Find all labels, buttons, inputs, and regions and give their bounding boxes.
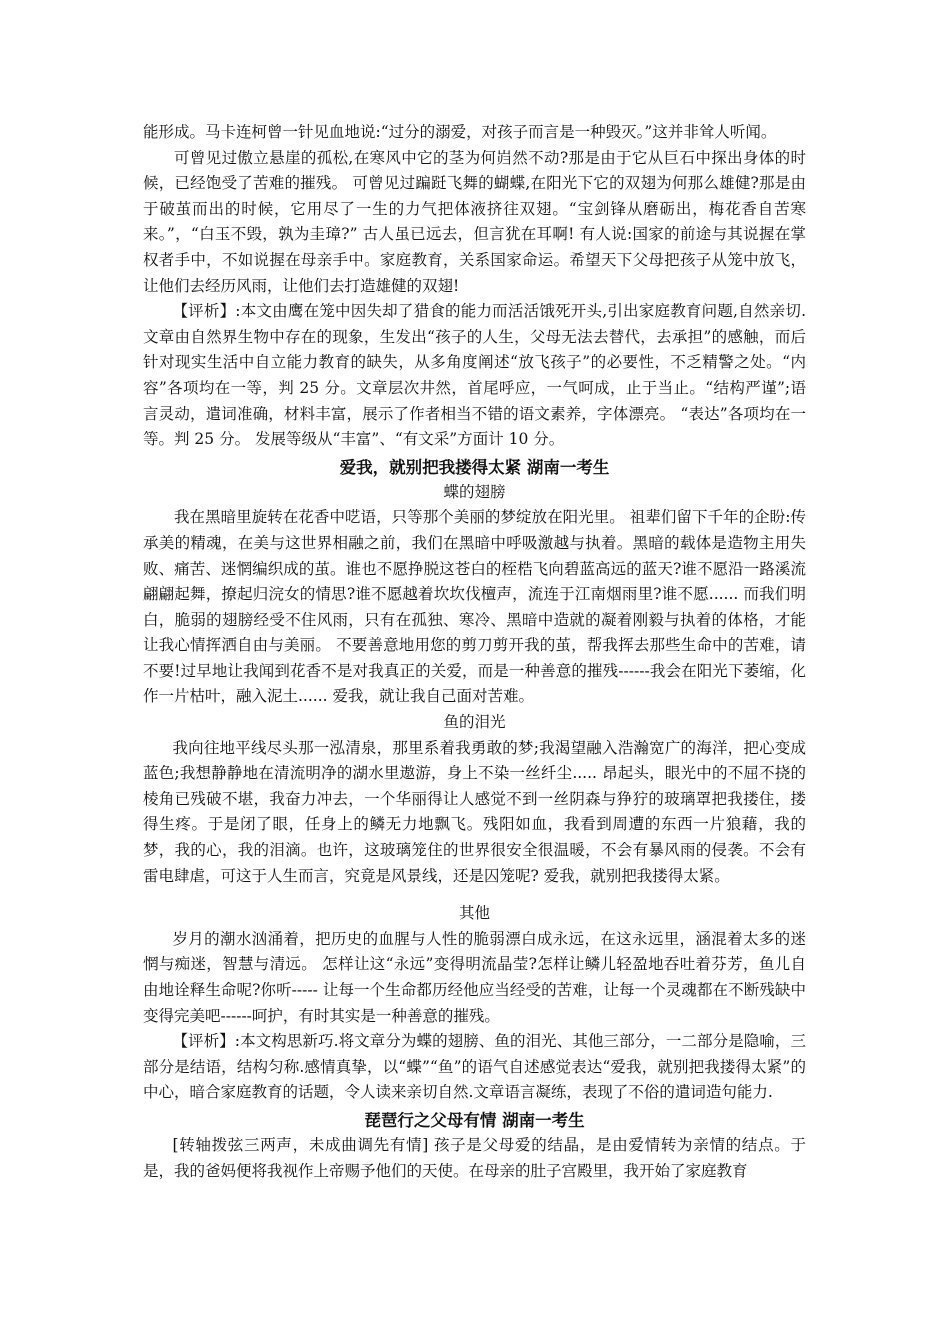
paragraph-fish: 我向往地平线尽头那一泓清泉，那里系着我勇敢的梦;我渴望融入浩瀚宽广的海洋，把心变成蓝色;我想静静地在清流明净的湖水里遨游，身上不染一丝纤尘..... 昂起头，眼光中的不屈不挠的棱角已残破不堪，我奋力冲去，一个华丽得让人感觉不到一丝阴森与狰狞的玻璃罩把我搂住，搂得生疼。于是闭了眼，任身上的鳞无力地飘飞。残阳如血，我看到周遭的东西一片狼藉，我的梦，我的心，我的泪滴。也许，这玻璃笼住的世界很安全很温暖，不会有暴风雨的侵袭。不会有雷电肆虐，可这于人生而言，究竟是风景线，还是囚笼呢? 爱我，就别把我搂得太紧。 [143, 738, 806, 885]
document-body [143, 120, 806, 1184]
paragraph-review-2: 【评析】:本文构思新巧.将文章分为蝶的翅膀、鱼的泪光、其他三部分，一二部分是隐喻，三部分是结语，结构匀称.感情真挚，以“蝶”“鱼”的语气自述感觉表达“爱我，就别把我搂得太紧”的中心，暗合家庭教育的话题，令人读来亲切自然.文章语言凝练，表现了不俗的遣词造句能力. [143, 1032, 806, 1102]
spacer [143, 889, 806, 901]
essay-title-3: 琵琶行之父母有情 湖南一考生 [364, 1110, 585, 1130]
paragraph-other: 岁月的潮水汹涌着，把历史的血腥与人性的脆弱漂白成永远，在这永远里，涵混着太多的迷惘与痴迷，智慧与清远。 怎样让这“永远”变得明流晶莹?怎样让鳞儿轻盈地吞吐着芬芳，鱼儿自由地诠释生命呢?你听----- 让每一个生命都历经他应当经受的苦难，让每一个灵魂都在不断残缺中变得完美吧------呵护，有时其实是一种善意的摧残。 [143, 929, 806, 1025]
paragraph-review-1: 【评析】:本文由鹰在笼中因失却了猎食的能力而活活饿死开头,引出家庭教育问题,自然亲切.文章由自然界生物中存在的现象，生发出“孩子的人生，父母无法去替代，去承担”的感触，而后针对现实生活中自立能力教育的缺失，从多角度阐述“放飞孩子”的必要性，不乏精警之处。“内容”各项均在一等，判 25 分。文章层次井然，首尾呼应，一气呵成，止于当止。“结构严谨”;语言灵动，遣词准确，材料丰富，展示了作者相当不错的语文素养，字体漂亮。 “表达”各项均在一等。判 25 分。 发展等级从“丰富”、“有文采”方面计 10 分。 [143, 302, 806, 449]
paragraph-pine-butterfly: 可曾见过傲立悬崖的孤松,在寒风中它的茎为何岿然不动?那是由于它从巨石中探出身体的时候，已经饱受了苦难的摧残。 可曾见过蹁跹飞舞的蝴蝶,在阳光下它的双翅为何那么雄健?那是由于破茧而出的时候，它用尽了一生的力气把体液挤往双翅。“宝剑锋从磨砺出，梅花香自苦寒来。”，“白玉不毁，孰为圭璋?” 古人虽已远去，但言犹在耳啊! 有人说:国家的前途与其说握在掌权者手中，不如说握在母亲手中。家庭教育，关系国家命运。希望天下父母把孩子从笼中放飞，让他们去经历风雨，让他们去打造雄健的双翅! [143, 148, 806, 295]
paragraph-butterfly: 我在黑暗里旋转在花香中呓语，只等那个美丽的梦绽放在阳光里。 祖辈们留下千年的企盼:传承美的精魂，在美与这世界相融之前，我们在黑暗中呼吸激越与执着。黑暗的载体是造物主用失败、痛苦、迷惘编织成的茧。谁也不愿挣脱这苍白的桎梏飞向碧蓝高远的蓝天?谁不愿沿一路溪流翩翩起舞，撩起归浣女的情思?谁不愿越着坎坎伐檀声，流连于江南烟雨里?谁不愿...... 而我们明白，脆弱的翅膀经受不住风雨，只有在孤独、寒冷、黑暗中造就的凝着刚毅与执着的体格，才能让我心情挥洒自由与美丽。 不要善意地用您的剪刀剪开我的茧，帮我挥去那些生命中的苦难，请不要!过早地让我闻到花香不是对我真正的关爱，而是一种善意的摧残------我会在阳光下萎缩，化作一片枯叶，融入泥土...... 爱我，就让我自己面对苦难。 [143, 508, 806, 706]
paragraph-pipa: [转轴拨弦三两声，未成曲调先有情] 孩子是父母爱的结晶，是由爱情转为亲情的结点。于是，我的爸妈便将我视作上帝赐予他们的天使。在母亲的肚子宫殿里，我开始了家庭教育 [143, 1135, 806, 1180]
subheading-fish-tears: 鱼的泪光 [443, 713, 506, 732]
paragraph-continuation: 能形成。马卡连柯曾一针见血地说:“过分的溺爱，对孩子而言是一种毁灭。”这并非耸人听闻。 [143, 123, 777, 141]
subheading-other: 其他 [458, 904, 490, 923]
essay-title-2: 爱我，就别把我搂得太紧 湖南一考生 [339, 457, 610, 477]
subheading-butterfly-wings: 蝶的翅膀 [443, 482, 506, 501]
